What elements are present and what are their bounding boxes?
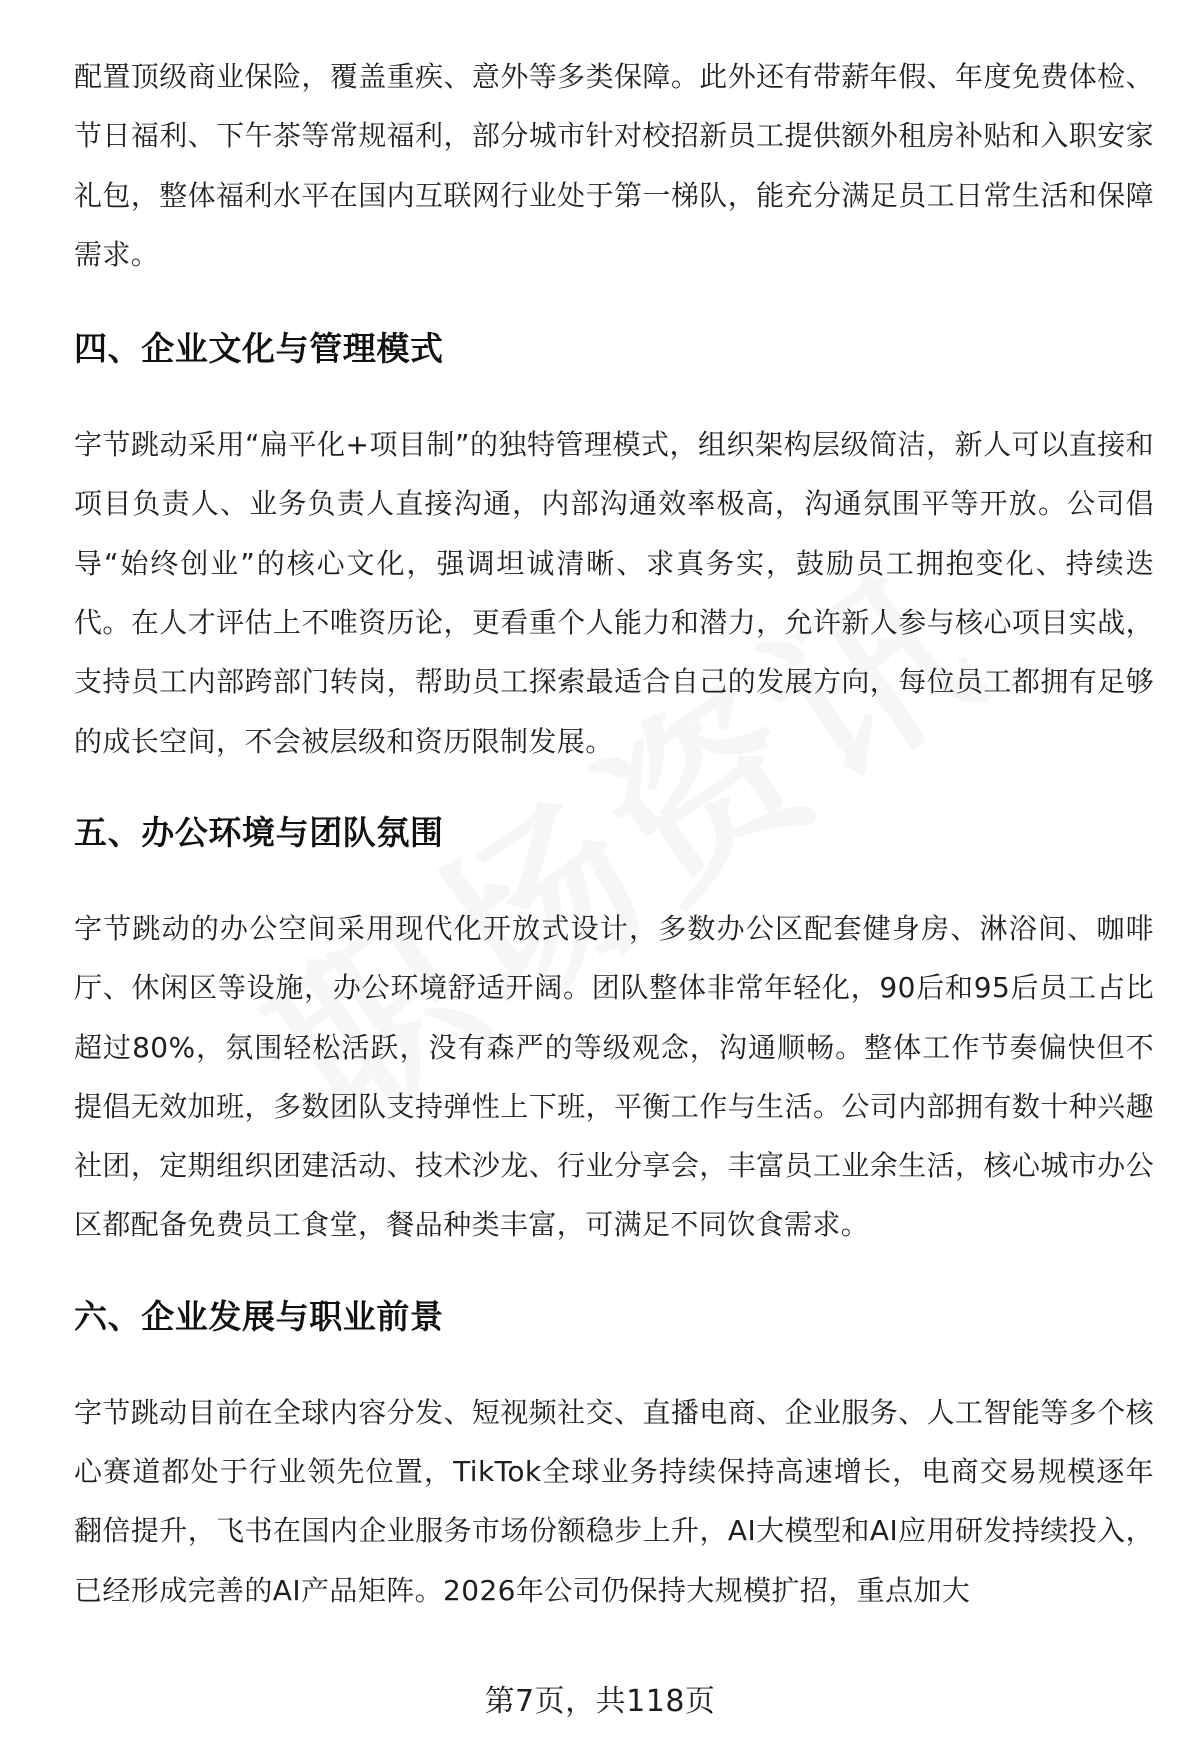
document-body: [74, 47, 1154, 1620]
paragraph-development: 字节跳动目前在全球内容分发、短视频社交、直播电商、企业服务、人工智能等多个核心赛道都处于行业领先位置，TikTok全球业务持续保持高速增长，电商交易规模逐年翻倍提升，飞书在国内企业服务市场份额稳步上升，AI大模型和AI应用研发持续投入，已经形成完善的AI产品矩阵。2026年公司仍保持大规模扩招，重点加大: [74, 1395, 1154, 1607]
section-heading-development: 六、企业发展与职业前景: [74, 1296, 444, 1336]
section-heading-culture: 四、企业文化与管理模式: [74, 329, 444, 369]
section-heading-environment: 五、办公环境与团队氛围: [74, 812, 444, 852]
page-number: 第7页，共118页: [484, 1684, 716, 1719]
paragraph-culture: 字节跳动采用“扁平化+项目制”的独特管理模式，组织架构层级简洁，新人可以直接和项目负责人、业务负责人直接沟通，内部沟通效率极高，沟通氛围平等开放。公司倡导“始终创业”的核心文化，强调坦诚清晰、求真务实，鼓励员工拥抱变化、持续迭代。在人才评估上不唯资历论，更看重个人能力和潜力，允许新人参与核心项目实战，支持员工内部跨部门转岗，帮助员工探索最适合自己的发展方向，每位员工都拥有足够的成长空间，不会被层级和资历限制发展。: [74, 428, 1154, 758]
paragraph-environment: 字节跳动的办公空间采用现代化开放式设计，多数办公区配套健身房、淋浴间、咖啡厅、休闲区等设施，办公环境舒适开阔。团队整体非常年轻化，90后和95后员工占比超过80%，氛围轻松活跃，没有森严的等级观念，沟通顺畅。整体工作节奏偏快但不提倡无效加班，多数团队支持弹性上下班，平衡工作与生活。公司内部拥有数十种兴趣社团，定期组织团建活动、技术沙龙、行业分享会，丰富员工业余生活，核心城市办公区都配备免费员工食堂，餐品种类丰富，可满足不同饮食需求。: [74, 911, 1154, 1242]
paragraph-benefits: 配置顶级商业保险，覆盖重疾、意外等多类保障。此外还有带薪年假、年度免费体检、节日福利、下午茶等常规福利，部分城市针对校招新员工提供额外租房补贴和入职安家礼包，整体福利水平在国内互联网行业处于第一梯队，能充分满足员工日常生活和保障需求。: [74, 60, 1154, 271]
